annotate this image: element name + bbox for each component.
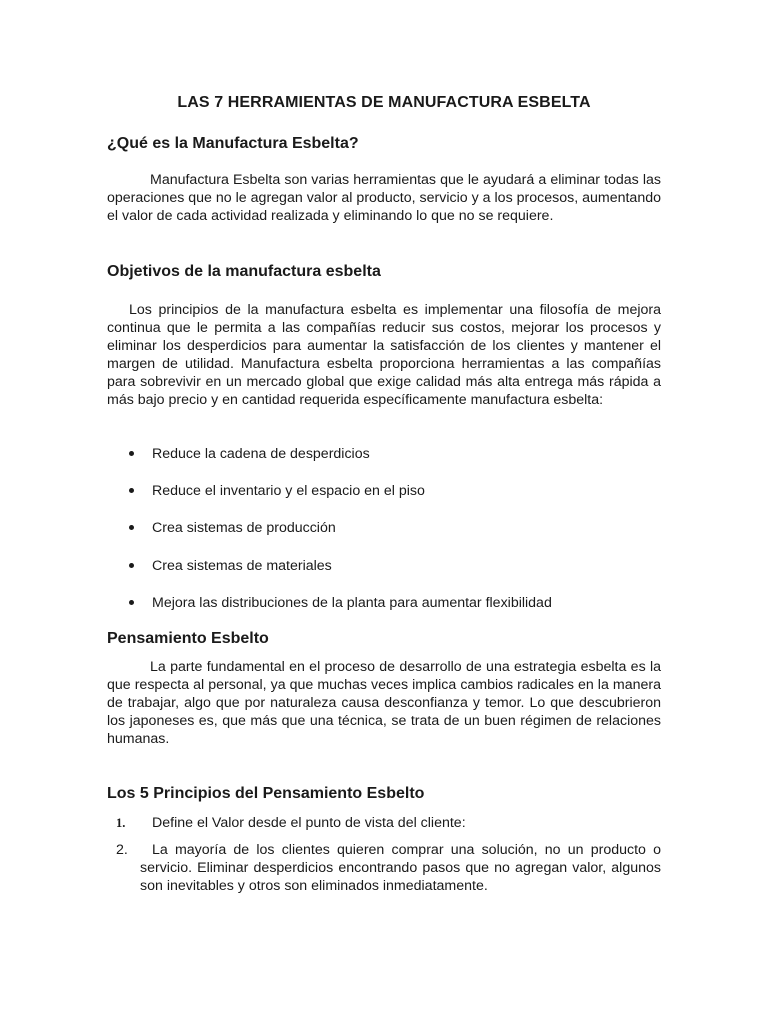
document-title: LAS 7 HERRAMIENTAS DE MANUFACTURA ESBELTA	[177, 94, 591, 111]
list-item-text: Crea sistemas de producción	[152, 520, 336, 537]
list-item-text: Reduce el inventario y el espacio en el piso	[152, 483, 425, 500]
list-item	[107, 445, 661, 482]
paragraph-objetivos: Los principios de la manufactura esbelta es implementar una filosofía de mejora continua que le permita a las compañías reducir sus costos, mejorar los procesos y eliminar los desperdicios para aumentar la satisfacción de los clientes y mantener el margen de utilidad. Manufactura esbelta proporciona herramientas a las compañías para sobrevivir en un mercado global que exige calidad más alta entrega más rápida a más bajo precio y en cantidad requerida específicamente manufactura esbelta:	[107, 302, 661, 408]
paragraph-que-es: Manufactura Esbelta son varias herramientas que le ayudará a eliminar todas las operaciones que no le agregan valor al producto, servicio y a los procesos, aumentando el valor de cada actividad realizada y eliminando lo que no se requiere.	[107, 172, 661, 224]
list-item	[107, 557, 661, 594]
paragraph-pensamiento: La parte fundamental en el proceso de desarrollo de una estrategia esbelta es la que respecta al personal, ya que muchas veces implica cambios radicales en la manera de trabajar, algo que por naturaleza causa desconfianza y temor. Lo que descubrieron los japoneses es, que más que una técnica, se trata de un buen régimen de relaciones humanas.	[107, 659, 661, 747]
item-number: 1.	[116, 816, 126, 830]
list-item	[107, 519, 661, 556]
bullet-icon	[129, 451, 134, 456]
heading-objetivos: Objetivos de la manufactura esbelta	[107, 263, 381, 280]
list-item-text: Reduce la cadena de desperdicios	[152, 446, 370, 462]
item-number: 2.	[116, 842, 128, 858]
heading-principios: Los 5 Principios del Pensamiento Esbelto	[107, 785, 425, 802]
item-text: La mayoría de los clientes quieren comprar una solución, no un producto o servicio. Eliminar desperdicios encontrando pasos que no agregan valor, algunos son inevitables y otros son eliminados inmediatamente.	[140, 842, 661, 894]
list-item	[107, 594, 661, 631]
list-item	[107, 482, 661, 519]
list-item-text: Mejora las distribuciones de la planta para aumentar flexibilidad	[152, 594, 552, 611]
bullet-icon	[129, 563, 134, 568]
heading-que-es: ¿Qué es la Manufactura Esbelta?	[107, 135, 359, 152]
item-text: Define el Valor desde el punto de vista del cliente:	[152, 815, 466, 831]
list-item-text: Crea sistemas de materiales	[152, 557, 332, 574]
bullet-icon	[129, 525, 134, 530]
bullet-icon	[129, 488, 134, 493]
heading-pensamiento: Pensamiento Esbelto	[107, 630, 269, 647]
bullet-icon	[129, 600, 134, 605]
objetivos-bullet-list	[107, 445, 661, 631]
